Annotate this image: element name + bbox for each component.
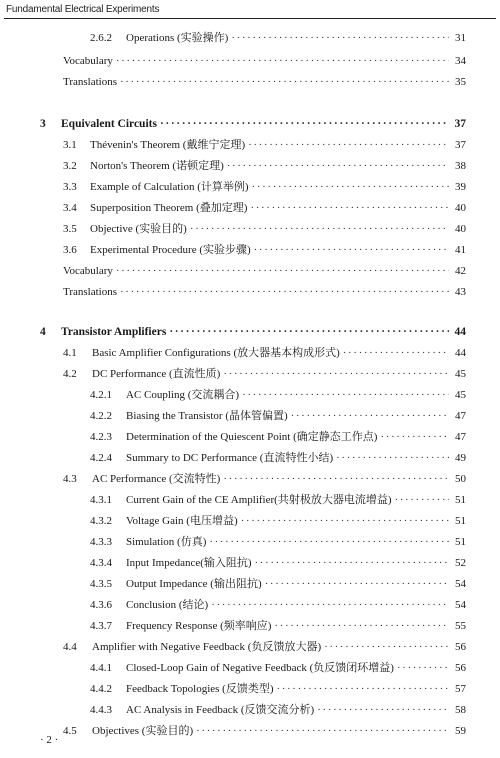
toc-entry-page: 37 <box>455 139 466 151</box>
toc-entry-title: Frequency Response (频率响应) <box>126 620 272 632</box>
toc-entry <box>90 490 466 510</box>
toc-entry-number: 4.2.1 <box>90 389 112 401</box>
toc-entry-title: Current Gain of the CE Amplifier(共射极放大器电流增益) <box>126 494 392 506</box>
toc-leader-dots <box>169 322 449 342</box>
toc-leader-dots <box>160 114 449 134</box>
toc-leader-dots <box>227 156 449 176</box>
toc-entry <box>90 427 466 447</box>
toc-entry-title: Simulation (仿真) <box>126 536 207 548</box>
toc-entry-number: 4.3.3 <box>90 536 112 548</box>
toc-leader-dots <box>255 553 449 573</box>
toc-entry-page: 51 <box>455 515 466 527</box>
toc-entry-title: Superposition Theorem (叠加定理) <box>90 202 248 214</box>
toc-entry <box>90 532 466 552</box>
toc-entry-page: 37 <box>454 118 466 130</box>
toc-leader-dots <box>116 261 449 281</box>
toc-entry <box>63 135 466 155</box>
header-rule <box>4 18 496 19</box>
toc-entry <box>90 406 466 426</box>
toc-entry-number: 4.2.2 <box>90 410 112 422</box>
toc-leader-dots <box>254 240 449 260</box>
toc-entry-page: 45 <box>455 368 466 380</box>
toc-entry-title: Translations <box>63 76 117 88</box>
toc-entry <box>63 156 466 176</box>
toc-entry-page: 54 <box>455 599 466 611</box>
toc-entry-page: 31 <box>455 32 466 44</box>
toc-entry-title: Objective (实验目的) <box>90 223 187 235</box>
toc-entry-number: 4.2 <box>63 368 77 380</box>
toc-entry-title: Conclusion (结论) <box>126 599 209 611</box>
toc-entry-number: 4.3.4 <box>90 557 112 569</box>
toc-leader-dots <box>397 658 449 678</box>
toc-entry-page: 42 <box>455 265 466 277</box>
toc-entry-number: 4.4 <box>63 641 77 653</box>
toc-leader-dots <box>120 72 449 92</box>
toc-entry-page: 56 <box>455 662 466 674</box>
toc-entry-title: Input Impedance(输入阻抗) <box>126 557 252 569</box>
toc-leader-dots <box>277 679 449 699</box>
toc-entry-number: 4.4.1 <box>90 662 112 674</box>
toc-entry-page: 58 <box>455 704 466 716</box>
toc-entry-number: 4.2.4 <box>90 452 112 464</box>
toc-entry-number: 4.3.5 <box>90 578 112 590</box>
toc-leader-dots <box>336 448 449 468</box>
toc-leader-dots <box>250 198 449 218</box>
toc-entry-page: 56 <box>455 641 466 653</box>
toc-entry <box>63 282 466 302</box>
toc-entry-title: Example of Calculation (计算举例) <box>90 181 249 193</box>
toc-entry-page: 47 <box>455 431 466 443</box>
toc-entry-page: 54 <box>455 578 466 590</box>
toc-entry <box>90 553 466 573</box>
toc-entry-number: 3.6 <box>63 244 77 256</box>
toc-entry <box>90 700 466 720</box>
toc-leader-dots <box>120 282 449 302</box>
toc-leader-dots <box>223 469 449 489</box>
toc-entry <box>90 574 466 594</box>
running-head: Fundamental Electrical Experiments <box>6 4 160 15</box>
toc-entry <box>90 658 466 678</box>
toc-leader-dots <box>211 595 449 615</box>
toc-entry-page: 43 <box>455 286 466 298</box>
toc-entry-number: 4.1 <box>63 347 77 359</box>
toc-entry-number: 3.1 <box>63 139 77 151</box>
toc-entry-title: DC Performance (直流性质) <box>92 368 221 380</box>
toc-entry-page: 50 <box>455 473 466 485</box>
page-number: · 2 · <box>40 734 59 746</box>
toc-leader-dots <box>252 177 449 197</box>
toc-entry-number: 4.4.3 <box>90 704 112 716</box>
toc-leader-dots <box>116 51 449 71</box>
toc-leader-dots <box>241 511 449 531</box>
toc-chapter-entry <box>40 114 466 134</box>
toc-entry-title: Objectives (实验目的) <box>92 725 194 737</box>
toc-entry-title: Thévenin's Theorem (戴维宁定理) <box>90 139 246 151</box>
toc-entry-title: Output Impedance (输出阻抗) <box>126 578 262 590</box>
toc-entry-title: Determination of the Quiescent Point (确定静态工作点) <box>126 431 378 443</box>
toc-entry-number: 4.3.7 <box>90 620 112 632</box>
toc-leader-dots <box>395 490 450 510</box>
toc-entry-number: 3.5 <box>63 223 77 235</box>
toc-entry-title: Norton's Theorem (诺顿定理) <box>90 160 224 172</box>
toc-entry <box>63 637 466 657</box>
toc-entry-number: 4.3 <box>63 473 77 485</box>
toc-entry-title: AC Performance (交流特性) <box>92 473 221 485</box>
toc-entry-page: 55 <box>455 620 466 632</box>
toc-entry-number: 4.3.6 <box>90 599 112 611</box>
toc-entry-page: 41 <box>455 244 466 256</box>
toc-entry-page: 34 <box>455 55 466 67</box>
toc-entry <box>90 511 466 531</box>
toc-entry-page: 38 <box>455 160 466 172</box>
toc-entry-title: Equivalent Circuits <box>61 118 157 130</box>
toc-chapter-entry <box>40 322 466 342</box>
toc-entry-title: Vocabulary <box>63 265 113 277</box>
toc-leader-dots <box>196 721 449 741</box>
toc-entry-title: Translations <box>63 286 117 298</box>
toc-entry-number: 4.2.3 <box>90 431 112 443</box>
toc-entry <box>63 364 466 384</box>
toc-entry-title: Feedback Topologies (反馈类型) <box>126 683 274 695</box>
toc-entry <box>90 679 466 699</box>
toc-entry-title: Vocabulary <box>63 55 113 67</box>
toc-entry-title: Biasing the Transistor (晶体管偏置) <box>126 410 288 422</box>
toc-entry <box>63 469 466 489</box>
toc-leader-dots <box>291 406 449 426</box>
toc-entry-page: 45 <box>455 389 466 401</box>
toc-entry-title: AC Coupling (交流耦合) <box>126 389 240 401</box>
toc-entry-title: Transistor Amplifiers <box>61 326 167 338</box>
toc-leader-dots <box>380 427 449 447</box>
toc-entry <box>90 385 466 405</box>
toc-entry <box>90 616 466 636</box>
toc-entry-page: 51 <box>455 536 466 548</box>
toc-entry-title: Amplifier with Negative Feedback (负反馈放大器) <box>92 641 322 653</box>
toc-leader-dots <box>223 364 449 384</box>
toc-entry-number: 4.3.2 <box>90 515 112 527</box>
toc-entry-page: 49 <box>455 452 466 464</box>
toc-entry-title: AC Analysis in Feedback (反馈交流分析) <box>126 704 315 716</box>
toc-entry-title: Voltage Gain (电压增益) <box>126 515 238 527</box>
toc-entry <box>63 240 466 260</box>
toc-entry-number: 4.5 <box>63 725 77 737</box>
toc-entry-page: 47 <box>455 410 466 422</box>
toc-entry <box>63 343 466 363</box>
toc-entry <box>63 177 466 197</box>
toc-entry <box>63 51 466 71</box>
toc-leader-dots <box>343 343 449 363</box>
toc-entry <box>90 448 466 468</box>
toc-entry-title: Operations (实验操作) <box>126 32 229 44</box>
toc-entry <box>90 595 466 615</box>
toc-entry-number: 3 <box>40 118 46 130</box>
toc-entry-page: 44 <box>455 347 466 359</box>
toc-entry <box>63 72 466 92</box>
toc-entry-page: 44 <box>454 326 466 338</box>
toc-entry-page: 59 <box>455 725 466 737</box>
toc-entry-number: 3.2 <box>63 160 77 172</box>
toc-entry-page: 35 <box>455 76 466 88</box>
toc-leader-dots <box>209 532 449 552</box>
toc-leader-dots <box>317 700 449 720</box>
toc-entry-title: Summary to DC Performance (直流特性小结) <box>126 452 334 464</box>
toc-entry-page: 39 <box>455 181 466 193</box>
toc-entry-number: 3.3 <box>63 181 77 193</box>
toc-entry-title: Basic Amplifier Configurations (放大器基本构成形式) <box>92 347 340 359</box>
toc-leader-dots <box>231 28 449 48</box>
toc-entry-page: 40 <box>455 202 466 214</box>
toc-entry <box>63 219 466 239</box>
toc-leader-dots <box>265 574 449 594</box>
toc-entry-number: 2.6.2 <box>90 32 112 44</box>
toc-leader-dots <box>242 385 449 405</box>
toc-entry-page: 57 <box>455 683 466 695</box>
toc-entry-title: Experimental Procedure (实验步骤) <box>90 244 251 256</box>
toc-entry <box>63 261 466 281</box>
toc-entry-number: 4 <box>40 326 46 338</box>
toc-entry <box>63 198 466 218</box>
toc-entry-number: 4.3.1 <box>90 494 112 506</box>
toc-leader-dots <box>190 219 449 239</box>
toc-entry-number: 4.4.2 <box>90 683 112 695</box>
toc-entry-page: 40 <box>455 223 466 235</box>
toc-entry <box>63 721 466 741</box>
toc-entry-page: 51 <box>455 494 466 506</box>
toc-leader-dots <box>274 616 449 636</box>
toc-entry-title: Closed-Loop Gain of Negative Feedback (负反馈闭环增益) <box>126 662 394 674</box>
toc-entry <box>90 28 466 48</box>
toc-leader-dots <box>248 135 449 155</box>
toc-entry-number: 3.4 <box>63 202 77 214</box>
toc-leader-dots <box>324 637 449 657</box>
toc-entry-page: 52 <box>455 557 466 569</box>
